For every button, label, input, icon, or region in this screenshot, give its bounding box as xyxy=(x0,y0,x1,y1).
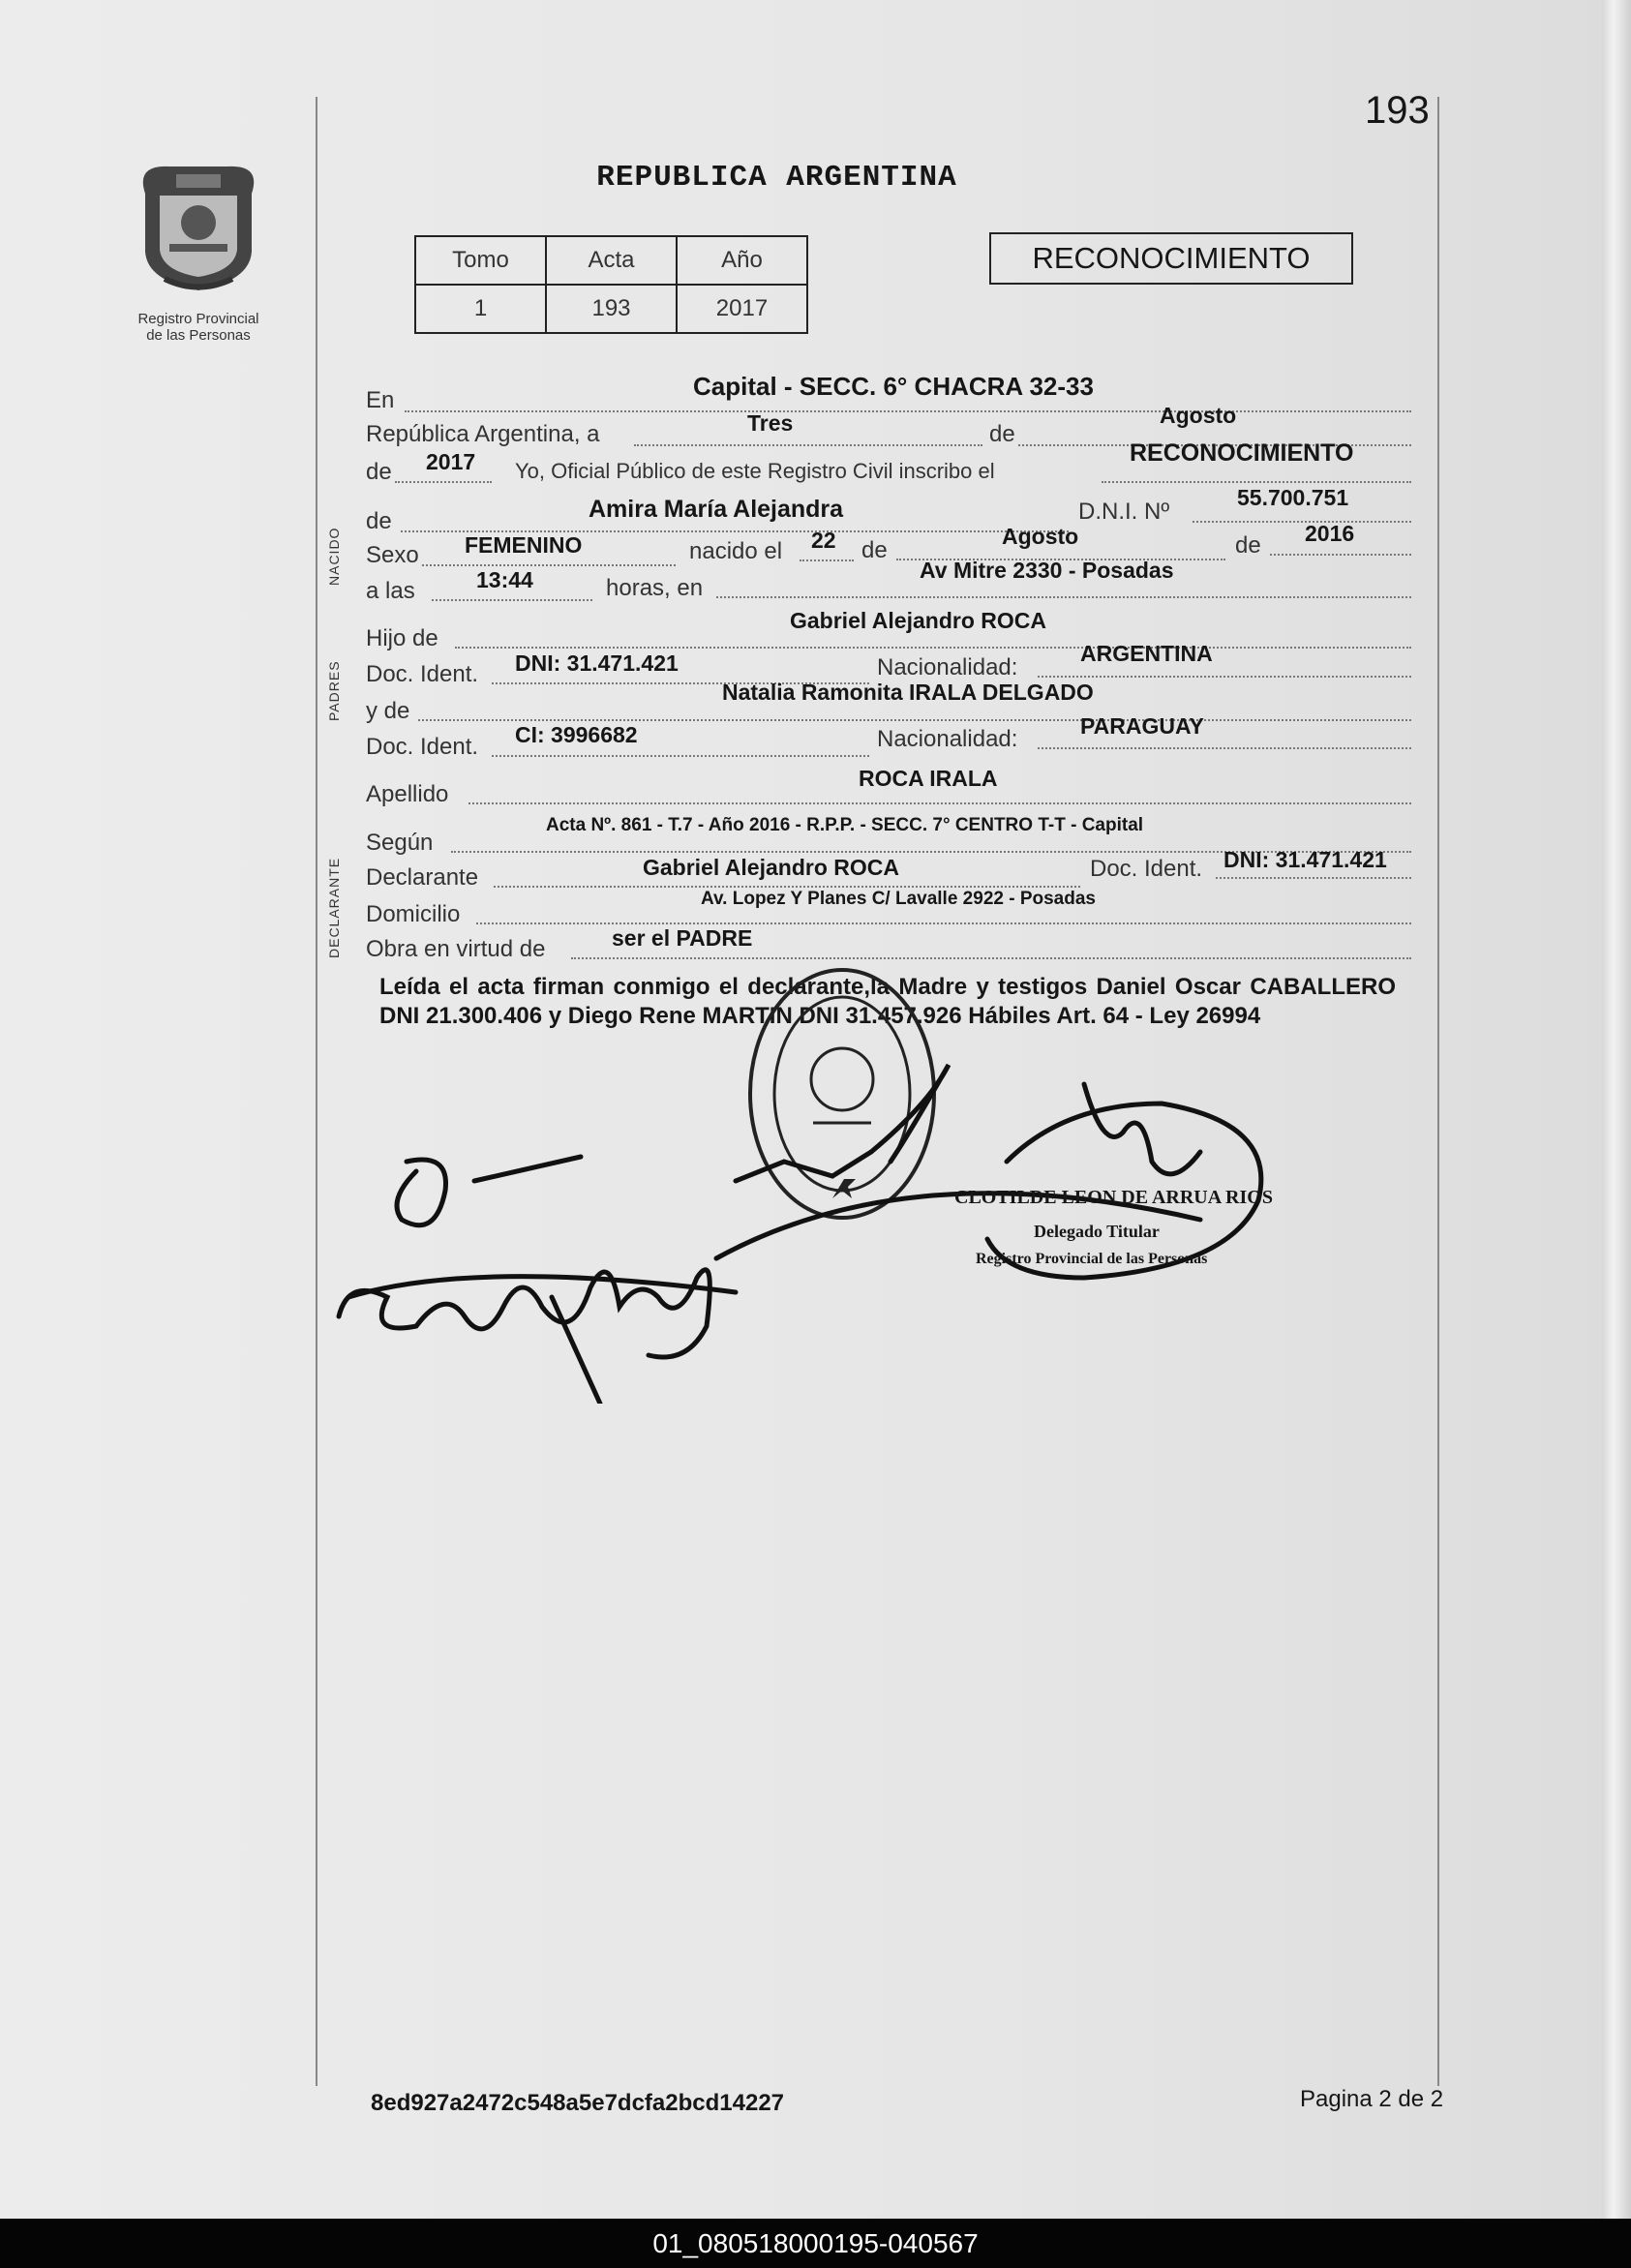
value-segun: Acta Nº. 861 - T.7 - Año 2016 - R.P.P. - SECC. 7° CENTRO T-T - Capital xyxy=(546,815,1144,835)
label-nacionalidad-2: Nacionalidad: xyxy=(877,726,1018,752)
emblem-caption-line1: Registro Provincial xyxy=(137,311,259,327)
label-dni: D.N.I. Nº xyxy=(1078,499,1170,525)
label-nacido-el: nacido el xyxy=(689,538,783,564)
tomo-header: Tomo xyxy=(415,236,546,285)
dotted-line xyxy=(476,922,1411,924)
value-madre: Natalia Ramonita IRALA DELGADO xyxy=(722,680,1094,705)
value-nombre: Amira María Alejandra xyxy=(589,496,844,523)
value-apellido: ROCA IRALA xyxy=(859,766,998,791)
anio-value: 2017 xyxy=(677,285,807,333)
dotted-line xyxy=(422,564,676,566)
label-y-de: y de xyxy=(366,698,410,724)
dotted-line xyxy=(716,596,1411,598)
dotted-line xyxy=(468,802,1411,804)
acta-header: Acta xyxy=(546,236,677,285)
dotted-line xyxy=(800,559,854,561)
dotted-line xyxy=(494,886,1080,888)
dotted-line xyxy=(432,599,592,601)
label-en: En xyxy=(366,387,395,413)
label-de-name: de xyxy=(366,508,392,534)
section-label-nacido: NACIDO xyxy=(326,527,342,586)
value-dia: Tres xyxy=(747,410,794,436)
official-stamp-title: Delegado Titular xyxy=(1034,1222,1160,1241)
value-obra: ser el PADRE xyxy=(612,925,753,951)
dotted-line xyxy=(634,444,982,446)
dotted-line xyxy=(418,719,1411,721)
dotted-line xyxy=(1216,877,1411,879)
label-doc-ident-2: Doc. Ident. xyxy=(366,734,479,760)
dotted-line xyxy=(455,647,1411,649)
value-dni: 55.700.751 xyxy=(1237,485,1349,510)
value-lugar: Capital - SECC. 6° CHACRA 32-33 xyxy=(693,372,1094,401)
value-madre-doc: CI: 3996682 xyxy=(515,722,638,747)
dotted-line xyxy=(1102,481,1411,483)
label-a-las: a las xyxy=(366,578,415,604)
label-nacionalidad-1: Nacionalidad: xyxy=(877,654,1018,680)
scan-id-bar xyxy=(0,2219,1631,2268)
anio-header: Año xyxy=(677,236,807,285)
document-hash: 8ed927a2472c548a5e7dcfa2bcd14227 xyxy=(371,2090,785,2116)
value-hora: 13:44 xyxy=(476,567,533,592)
value-padre-doc: DNI: 31.471.421 xyxy=(515,650,679,676)
section-label-declarante: DECLARANTE xyxy=(326,857,342,958)
dotted-line xyxy=(1193,521,1411,523)
label-segun: Según xyxy=(366,830,434,856)
value-padre-nac: ARGENTINA xyxy=(1080,641,1213,666)
value-nac-dia: 22 xyxy=(811,528,836,553)
value-mes: Agosto xyxy=(1160,403,1237,428)
registry-seal-icon xyxy=(750,970,934,1218)
dotted-line xyxy=(405,410,1411,412)
page-indicator: Pagina 2 de 2 xyxy=(1300,2086,1444,2112)
label-republica: República Argentina, a xyxy=(366,421,600,447)
label-declarante: Declarante xyxy=(366,864,479,891)
value-declarante: Gabriel Alejandro ROCA xyxy=(643,855,899,880)
document-title xyxy=(0,161,1631,195)
value-madre-nac: PARAGUAY xyxy=(1080,713,1204,739)
reference-table xyxy=(414,235,808,334)
acta-value: 193 xyxy=(546,285,677,333)
signatures-and-seal xyxy=(329,958,1316,1404)
value-anio: 2017 xyxy=(426,449,476,474)
official-stamp-name: CLOTILDE LEON DE ARRUA RIOS xyxy=(954,1187,1273,1208)
dotted-line xyxy=(395,481,492,483)
value-domicilio: Av. Lopez Y Planes C/ Lavalle 2922 - Posadas xyxy=(701,889,1096,909)
value-nac-anio: 2016 xyxy=(1305,521,1355,546)
label-domicilio: Domicilio xyxy=(366,901,461,927)
label-de-bday: de xyxy=(861,537,888,563)
emblem-caption-line2: de las Personas xyxy=(146,327,251,344)
dotted-line xyxy=(1038,747,1411,749)
left-margin-line xyxy=(316,97,317,2086)
label-de-month: de xyxy=(989,421,1015,447)
right-margin-line xyxy=(1437,97,1439,2086)
dotted-line xyxy=(1270,554,1411,556)
reference-table-header-row xyxy=(415,236,807,285)
label-yo-text: Yo, Oficial Público de este Registro Civil inscribo el xyxy=(515,459,995,483)
official-stamp-registry: Registro Provincial de las Personas xyxy=(976,1251,1208,1267)
label-horas-en: horas, en xyxy=(606,575,704,601)
label-sexo: Sexo xyxy=(366,542,419,568)
page-number: 193 xyxy=(1365,89,1430,132)
value-sexo: FEMENINO xyxy=(465,532,583,558)
act-type-box: RECONOCIMIENTO xyxy=(989,232,1353,285)
label-doc-ident-decl: Doc. Ident. xyxy=(1090,856,1203,882)
scan-id: 01_080518000195-040567 xyxy=(652,2228,979,2258)
page-edge xyxy=(1602,0,1631,2219)
label-apellido: Apellido xyxy=(366,781,449,807)
value-lugar-nac: Av Mitre 2330 - Posadas xyxy=(920,558,1174,583)
dotted-line xyxy=(1038,676,1411,678)
value-padre: Gabriel Alejandro ROCA xyxy=(790,608,1046,633)
value-declarante-doc: DNI: 31.471.421 xyxy=(1223,847,1387,872)
section-label-padres: PADRES xyxy=(326,660,342,721)
label-doc-ident-1: Doc. Ident. xyxy=(366,661,479,687)
title-text: REPUBLICA ARGENTINA xyxy=(596,161,957,195)
value-acto: RECONOCIMIENTO xyxy=(1130,439,1354,467)
label-de-byear: de xyxy=(1235,532,1261,559)
tomo-value: 1 xyxy=(415,285,546,333)
label-hijo-de: Hijo de xyxy=(366,625,438,651)
closing-statement: Leída el acta firman conmigo el declarante,la Madre y testigos Daniel Oscar CABALLERO DNI 21.300.406 y Diego Rene MARTIN DNI 31.457.926 Hábiles Art. 64 - Ley 26994 xyxy=(379,974,1396,1029)
reference-table-value-row xyxy=(415,285,807,333)
label-de-year: de xyxy=(366,459,392,485)
value-nac-mes: Agosto xyxy=(1002,524,1079,549)
dotted-line xyxy=(492,755,869,757)
label-obra: Obra en virtud de xyxy=(366,936,546,962)
